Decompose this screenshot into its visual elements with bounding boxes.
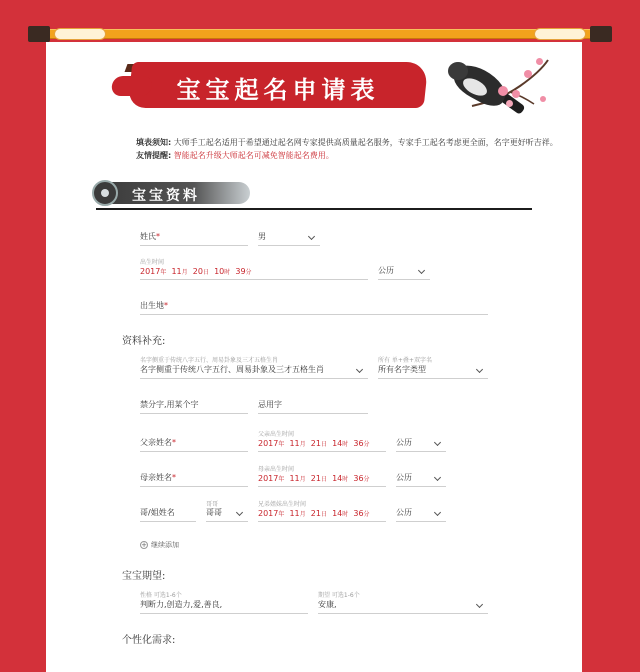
avoid-char-input[interactable]: 禁分字,用某个字	[140, 396, 248, 414]
hope-select[interactable]: 安康,	[318, 596, 488, 614]
mother-name-input[interactable]: 母亲姓名*	[140, 469, 248, 487]
blossom-icon	[536, 58, 543, 65]
fill-notice: 填表须知: 大师手工起名适用于希望通过起名网专家提供高质量起名服务，专家手工起名考虑更全面，名字更好听吉祥。	[136, 138, 558, 147]
chevron-down-icon	[434, 474, 441, 481]
yin-yang-icon	[92, 180, 118, 206]
sibling-relation-select[interactable]: 哥哥	[206, 504, 248, 522]
blossom-icon	[540, 96, 546, 102]
character-caption: 性格 可选1-6个	[140, 592, 182, 599]
scroll-end-left	[28, 26, 50, 42]
naming-basis-caption: 名字侧重于传统八字五行、周易卦象及三才五格生肖	[140, 357, 279, 364]
title-banner	[130, 58, 426, 112]
section-header-baby-info	[92, 178, 252, 208]
forbidden-char-input[interactable]: 忌用字	[258, 396, 368, 414]
father-birth-picker[interactable]: 2017年 11月 21日 14时 36分	[258, 434, 386, 452]
bird-head-icon	[448, 62, 468, 80]
chevron-down-icon	[418, 267, 425, 274]
father-birth-caption: 父亲出生时间	[258, 431, 295, 438]
section-divider	[96, 208, 532, 210]
calendar-type-select[interactable]: 公历	[378, 262, 430, 280]
tip-notice: 友情提醒: 智能起名升级大师起名可减免智能起名费用。	[136, 151, 334, 160]
birth-time-caption: 出生时间	[140, 259, 165, 266]
chevron-down-icon	[434, 509, 441, 516]
cloud-ornament-right	[534, 28, 586, 40]
hope-caption: 期望 可选1-6个	[318, 592, 360, 599]
add-more-button[interactable]: + 继续添加	[141, 541, 179, 549]
father-calendar-select[interactable]: 公历	[396, 434, 446, 452]
sibling-calendar-select[interactable]: 公历	[396, 504, 446, 522]
chevron-down-icon	[236, 509, 243, 516]
chevron-down-icon	[308, 233, 315, 240]
page-title: 宝宝起名申请表	[176, 75, 380, 104]
naming-basis-select[interactable]: 名字侧重于传统八字五行、周易卦象及三才五格生肖	[140, 361, 368, 379]
surname-input[interactable]: 姓氏*	[140, 228, 248, 246]
blossom-icon	[498, 86, 508, 96]
gender-select[interactable]: 男	[258, 228, 320, 246]
chevron-down-icon	[476, 601, 483, 608]
mother-birth-picker[interactable]: 2017年 11月 21日 14时 36分	[258, 469, 386, 487]
name-type-caption: 所有 单+叠+双字名	[378, 357, 432, 364]
supplement-label: 资料补充:	[122, 336, 166, 347]
plus-icon: +	[141, 541, 147, 549]
chevron-down-icon	[434, 439, 441, 446]
blossom-icon	[512, 90, 520, 98]
sibling-birth-picker[interactable]: 2017年 11月 21日 14时 36分	[258, 504, 386, 522]
sibling-name-input[interactable]: 哥/姐姓名	[140, 504, 196, 522]
blossom-icon	[506, 100, 513, 107]
blossom-icon	[524, 70, 532, 78]
section-title: 宝宝资料	[132, 188, 200, 204]
birth-time-picker[interactable]: 2017年 11月 20日 10时 39分	[140, 262, 368, 280]
cloud-ornament-left	[54, 28, 106, 40]
custom-needs-label: 个性化需求:	[122, 635, 176, 646]
mother-birth-caption: 母亲出生时间	[258, 466, 295, 473]
chevron-down-icon	[356, 366, 363, 373]
mother-calendar-select[interactable]: 公历	[396, 469, 446, 487]
scroll-rod-decoration	[28, 26, 612, 42]
character-select[interactable]: 判断力,创造力,爱,善良,	[140, 596, 308, 614]
chevron-down-icon	[476, 366, 483, 373]
sibling-birth-caption: 兄弟姐妹出生时间	[258, 501, 307, 508]
sibling-relation-caption: 哥哥	[206, 501, 219, 508]
father-name-input[interactable]: 父亲姓名*	[140, 434, 248, 452]
name-type-select[interactable]: 所有名字类型	[378, 361, 488, 379]
birthplace-input[interactable]: 出生地*	[140, 297, 488, 315]
expectation-label: 宝宝期望:	[122, 571, 166, 582]
scroll-end-right	[590, 26, 612, 42]
